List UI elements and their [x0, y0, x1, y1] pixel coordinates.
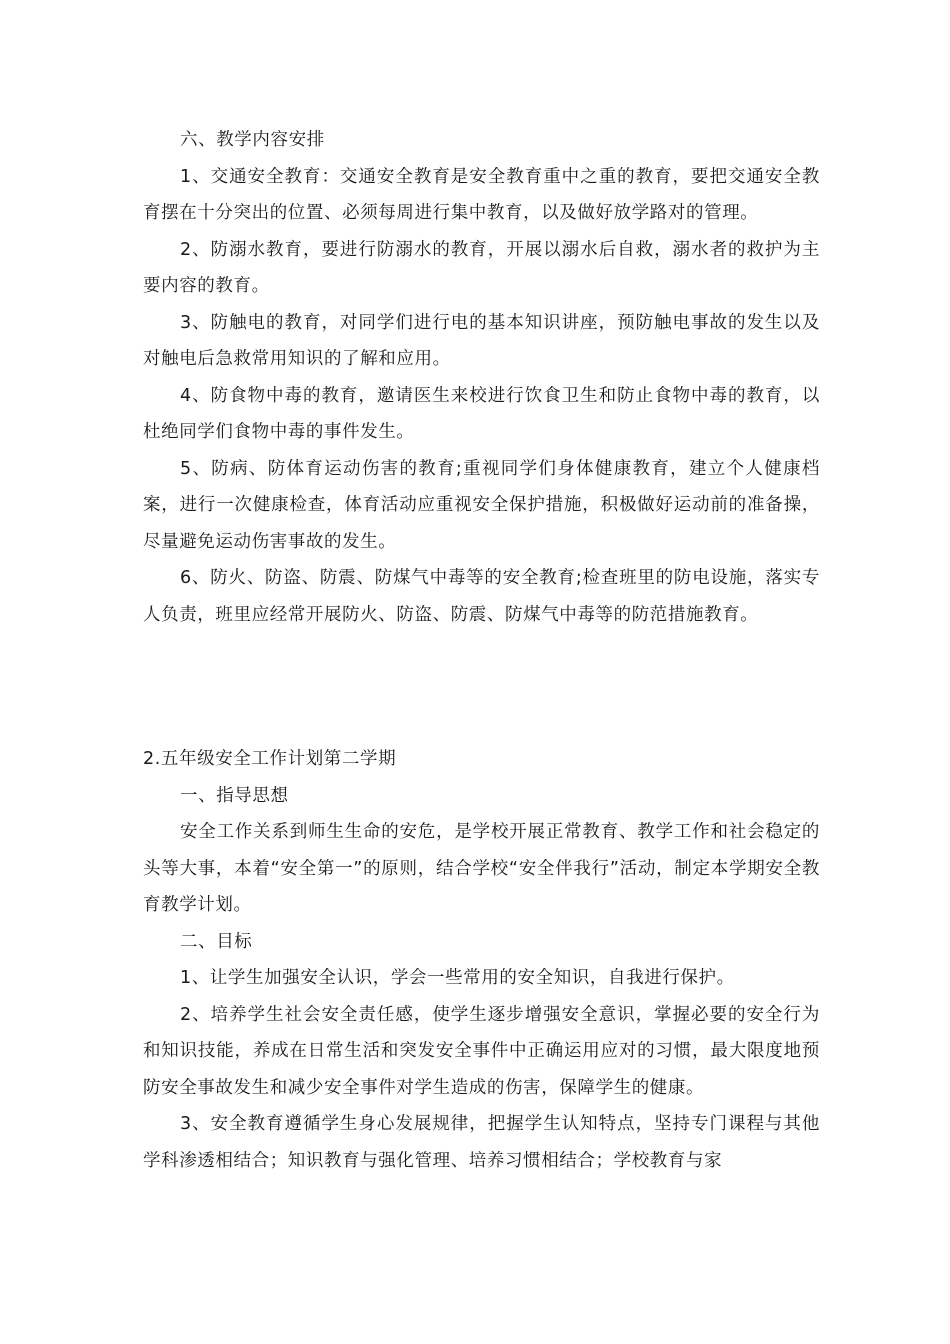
document-title: 2.五年级安全工作计划第二学期	[143, 749, 397, 769]
teaching-content-section	[143, 122, 820, 633]
paragraph-electric-shock: 3、防触电的教育，对同学们进行电的基本知识讲座，预防触电事故的发生以及对触电后急救常用知识的了解和应用。	[143, 312, 820, 369]
paragraph-fire-theft-safety: 6、防火、防盗、防震、防煤气中毒等的安全教育;检查班里的防电设施，落实专人负责，班里应经常开展防火、防盗、防震、防煤气中毒等的防范措施教育。	[143, 568, 820, 625]
section-heading-goals: 二、目标	[180, 931, 253, 952]
paragraph-goal-3: 3、安全教育遵循学生身心发展规律，把握学生认知特点，坚持专门课程与其他学科渗透相结合；知识教育与强化管理、培养习惯相结合；学校教育与家	[143, 1114, 820, 1171]
paragraph-goal-1: 1、让学生加强安全认识，学会一些常用的安全知识，自我进行保护。	[180, 968, 735, 988]
paragraph-sports-injury: 5、防病、防体育运动伤害的教育;重视同学们身体健康教育，建立个人健康档案，进行一次健康检查，体育活动应重视安全保护措施，积极做好运动前的准备操，尽量避免运动伤害事故的发生。	[143, 458, 820, 552]
paragraph-food-poisoning: 4、防食物中毒的教育，邀请医生来校进行饮食卫生和防止食物中毒的教育，以杜绝同学们食物中毒的事件发生。	[143, 385, 820, 442]
paragraph-drowning-prevention: 2、防溺水教育，要进行防溺水的教育，开展以溺水后自救，溺水者的救护为主要内容的教育。	[143, 239, 820, 296]
section-heading-guiding-thought: 一、指导思想	[180, 785, 289, 806]
paragraph-traffic-safety: 1、交通安全教育：交通安全教育是安全教育重中之重的教育，要把交通安全教育摆在十分突出的位置、必须每周进行集中教育，以及做好放学路对的管理。	[143, 166, 820, 223]
paragraph-guiding-thought: 安全工作关系到师生生命的安危，是学校开展正常教育、教学工作和社会稳定的头等大事，本着“安全第一”的原则，结合学校“安全伴我行”活动，制定本学期安全教育教学计划。	[143, 822, 820, 915]
second-semester-plan	[143, 741, 820, 1179]
paragraph-goal-2: 2、培养学生社会安全责任感，使学生逐步增强安全意识，掌握必要的安全行为和知识技能，养成在日常生活和突发安全事件中正确运用应对的习惯，最大限度地预防安全事故发生和减少安全事件对学生造成的伤害，保障学生的健康。	[143, 1004, 820, 1098]
section-heading-teaching-content: 六、教学内容安排	[180, 130, 325, 150]
